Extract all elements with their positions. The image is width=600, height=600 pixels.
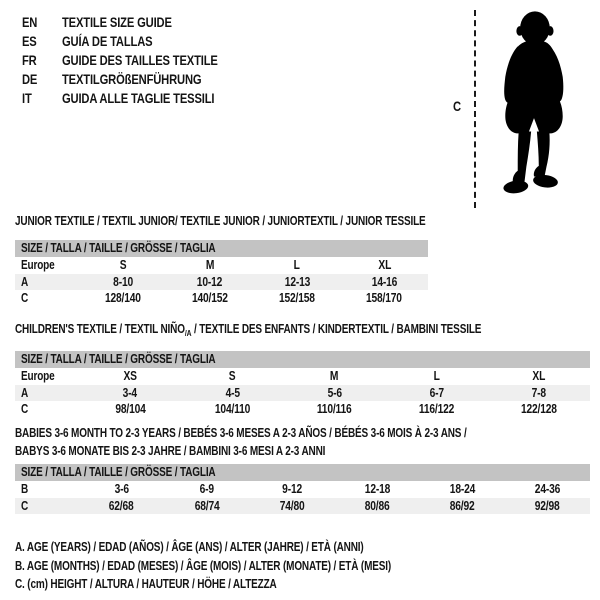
table-row-europe <box>15 257 428 274</box>
table-cell-text: 122/128 <box>520 402 557 416</box>
table-cell-text: M <box>330 369 339 383</box>
table-cell <box>254 290 341 307</box>
table-cell <box>249 498 334 515</box>
size-header-bar <box>15 351 590 368</box>
row-label-text: A <box>21 274 29 289</box>
legend-row-en <box>22 13 257 32</box>
table-cell <box>164 498 249 515</box>
row-label-text: Europe <box>21 369 55 383</box>
junior-size-table <box>15 240 428 307</box>
table-row-c <box>15 401 590 418</box>
table-cell-text: 6-7 <box>429 385 444 400</box>
table-cell-text: 12-13 <box>284 274 310 289</box>
table-cell <box>79 257 166 274</box>
table-cell <box>166 274 253 291</box>
table-cell <box>341 257 428 274</box>
babies-section-title <box>15 424 579 460</box>
table-cell-text: 7-8 <box>531 385 547 400</box>
table-cell-text: 110/116 <box>317 402 352 416</box>
legend-row-de <box>22 70 257 89</box>
table-cell-text: 3-6 <box>114 482 129 496</box>
babies-title-line2: BABYS 3-6 MONATE BIS 2-3 JAHRE / BAMBINI 3-6 MESI A 2-3 ANNI <box>15 444 326 458</box>
row-label <box>15 481 79 498</box>
table-cell-text: 80/86 <box>364 498 390 513</box>
table-cell <box>420 498 505 515</box>
size-header-bar <box>15 464 590 481</box>
table-cell <box>386 401 488 418</box>
table-cell-text: S <box>119 258 126 272</box>
row-label <box>15 401 79 418</box>
table-cell <box>166 257 253 274</box>
table-cell-text: 74/80 <box>279 498 305 513</box>
table-cell-text: 116/122 <box>419 402 455 416</box>
table-cell <box>488 368 590 385</box>
table-cell <box>79 368 181 385</box>
table-cell <box>386 385 488 402</box>
table-cell <box>283 385 385 402</box>
table-cell-text: 3-4 <box>122 385 138 400</box>
table-cell-text: 18-24 <box>449 482 475 496</box>
legend-label: GUIDE DES TAILLES TEXTILE <box>62 52 218 68</box>
table-cell <box>335 481 420 498</box>
table-cell-text: 140/152 <box>191 291 228 305</box>
legend-row-es <box>22 32 257 51</box>
table-cell <box>164 481 249 498</box>
table-cell <box>386 368 488 385</box>
table-cell <box>254 257 341 274</box>
table-cell <box>79 481 164 498</box>
table-cell-text: L <box>294 258 301 272</box>
table-cell-text: 158/170 <box>366 291 403 305</box>
height-dashed-line <box>474 10 476 208</box>
table-cell <box>420 481 505 498</box>
table-cell <box>283 401 385 418</box>
size-header-text: SIZE / TALLA / TAILLE / GRÖSSE / TAGLIA <box>21 241 216 255</box>
footnote-c <box>15 575 485 594</box>
language-code: ES <box>22 33 37 49</box>
legend-label: TEXTILE SIZE GUIDE <box>62 14 172 30</box>
table-cell <box>254 274 341 291</box>
table-cell <box>79 385 181 402</box>
table-cell-text: L <box>433 369 440 383</box>
table-cell-text: 4-5 <box>225 385 240 400</box>
table-cell <box>488 385 590 402</box>
size-header-bar <box>15 240 428 257</box>
language-code: FR <box>22 52 37 68</box>
table-row-b <box>15 481 590 498</box>
row-label <box>15 274 79 291</box>
table-cell <box>341 274 428 291</box>
row-label-text: C <box>21 498 29 513</box>
legend-row-fr <box>22 51 257 70</box>
table-cell-text: 14-16 <box>371 274 398 289</box>
footnote-c-text: C. (cm) HEIGHT / ALTURA / HAUTEUR / HÖHE / ALTEZZA <box>15 577 277 591</box>
table-cell-text: 10-12 <box>197 274 223 289</box>
table-cell <box>249 481 334 498</box>
junior-section-title-text: JUNIOR TEXTILE / TEXTIL JUNIOR/ TEXTILE JUNIOR / JUNIORTEXTIL / JUNIOR TESSILE <box>15 214 426 228</box>
language-code: EN <box>22 14 38 30</box>
table-cell-text: 86/92 <box>449 498 475 513</box>
babies-title-line1: BABIES 3-6 MONTH TO 2-3 YEARS / BEBÉS 3-6 MESES A 2-3 AÑOS / BÉBÉS 3-6 MOIS À 2-3 ANS / <box>15 426 467 440</box>
table-row-a <box>15 274 428 291</box>
children-section-title-text <box>15 320 481 339</box>
table-cell-text: 24-36 <box>534 482 561 496</box>
table-row-europe <box>15 368 590 385</box>
table-cell <box>181 401 283 418</box>
table-cell <box>505 481 590 498</box>
legend-label: GUÍA DE TALLAS <box>62 33 153 49</box>
height-figure <box>440 0 600 215</box>
table-cell-text: 104/110 <box>214 402 250 416</box>
size-header-text: SIZE / TALLA / TAILLE / GRÖSSE / TAGLIA <box>21 352 216 366</box>
row-label-text: Europe <box>21 258 55 272</box>
table-cell-text: 128/140 <box>104 291 141 305</box>
table-row-c <box>15 290 428 307</box>
language-code: DE <box>22 71 38 87</box>
table-cell-text: XL <box>377 258 391 272</box>
toddler-silhouette-icon <box>486 8 582 209</box>
language-legend <box>22 13 257 108</box>
table-cell <box>283 368 385 385</box>
row-label <box>15 368 79 385</box>
table-cell <box>79 401 181 418</box>
table-cell-text: XL <box>532 369 546 383</box>
row-label <box>15 385 79 402</box>
table-cell-text: 6-9 <box>199 482 214 496</box>
children-title-sub: /A <box>184 327 192 338</box>
footnote-b-text: B. AGE (MONTHS) / EDAD (MESES) / ÂGE (MOIS) / ALTER (MONATE) / ETÀ (MESI) <box>15 558 392 573</box>
table-cell <box>488 401 590 418</box>
table-cell-text: 9-12 <box>281 482 302 496</box>
size-header-text: SIZE / TALLA / TAILLE / GRÖSSE / TAGLIA <box>21 465 216 479</box>
table-row-a <box>15 385 590 402</box>
legend-label: GUIDA ALLE TAGLIE TESSILI <box>62 90 215 106</box>
children-title-post: / TEXTILE DES ENFANTS / KINDERTEXTIL / BAMBINI TESSILE <box>191 322 482 336</box>
table-cell-text: 8-10 <box>112 274 133 289</box>
table-cell-text: 152/158 <box>279 291 316 305</box>
height-measure-label: C <box>453 98 461 114</box>
row-label-text: A <box>21 385 29 400</box>
children-size-table <box>15 351 590 418</box>
row-label <box>15 290 79 307</box>
legend-row-it <box>22 89 257 108</box>
table-cell-text: S <box>228 369 236 383</box>
babies-size-table <box>15 464 590 514</box>
table-cell <box>181 368 283 385</box>
table-cell-text: 92/98 <box>535 498 560 513</box>
children-section-title <box>15 320 598 339</box>
table-cell-text: XS <box>123 369 137 383</box>
table-cell <box>79 498 164 515</box>
table-cell-text: 98/104 <box>114 402 146 416</box>
row-label-text: C <box>21 291 29 305</box>
row-label-text: B <box>21 482 29 496</box>
table-cell <box>505 498 590 515</box>
row-label <box>15 257 79 274</box>
table-cell <box>79 290 166 307</box>
legend-label: TEXTILGRÖßENFÜHRUNG <box>62 71 202 87</box>
footnote-a <box>15 538 485 557</box>
table-cell-text: 68/74 <box>194 498 220 513</box>
children-title-pre: CHILDREN'S TEXTILE / TEXTIL NIÑO <box>15 322 185 336</box>
table-cell <box>181 385 283 402</box>
row-label-text: C <box>21 402 29 416</box>
table-cell <box>166 290 253 307</box>
footnote-key <box>15 538 485 594</box>
footnote-b <box>15 557 485 576</box>
junior-section-title <box>15 212 528 230</box>
table-cell <box>341 290 428 307</box>
table-row-c <box>15 498 590 515</box>
table-cell-text: 62/68 <box>109 498 134 513</box>
table-cell <box>335 498 420 515</box>
table-cell <box>79 274 166 291</box>
table-cell-text: 5-6 <box>327 385 342 400</box>
table-cell-text: M <box>205 258 215 272</box>
footnote-a-text: A. AGE (YEARS) / EDAD (AÑOS) / ÂGE (ANS) / ALTER (JAHRE) / ETÀ (ANNI) <box>15 540 364 554</box>
table-cell-text: 12-18 <box>364 482 390 496</box>
row-label <box>15 498 79 515</box>
language-code: IT <box>22 90 32 106</box>
